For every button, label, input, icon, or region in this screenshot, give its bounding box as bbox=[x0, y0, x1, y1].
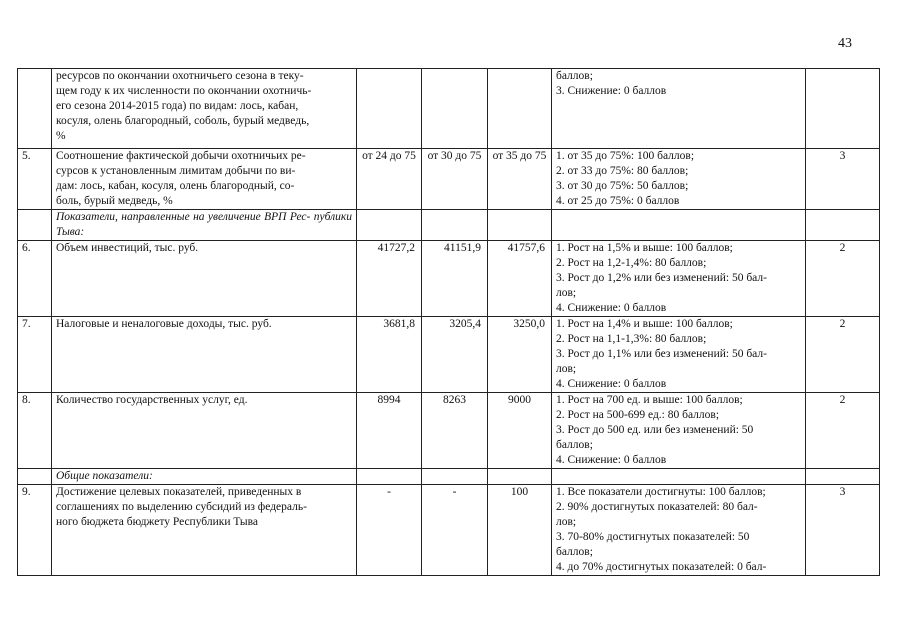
criteria-line: 3. Рост до 1,1% или без изменений: 50 бал- bbox=[556, 348, 767, 360]
indicators-table bbox=[17, 68, 880, 576]
table-row bbox=[18, 485, 880, 576]
weight: 2 bbox=[806, 317, 880, 393]
row-number bbox=[18, 469, 52, 485]
weight: 3 bbox=[806, 485, 880, 576]
criteria-line: лов; bbox=[556, 516, 577, 528]
indicator-name bbox=[52, 241, 357, 317]
criteria-line: 4. Снижение: 0 баллов bbox=[556, 378, 667, 390]
indicator-name bbox=[52, 149, 357, 210]
criteria-line: баллов; bbox=[556, 439, 593, 451]
value-2: от 30 до 75 bbox=[422, 149, 488, 210]
criteria-line: 1. Все показатели достигнуты: 100 баллов; bbox=[556, 486, 766, 498]
indicator-name-line: боль, бурый медведь, % bbox=[56, 195, 173, 207]
row-number: 6. bbox=[18, 241, 52, 317]
criteria-line: 3. Снижение: 0 баллов bbox=[556, 85, 667, 97]
section-row bbox=[18, 469, 880, 485]
value-3: 9000 bbox=[488, 393, 552, 469]
value-2: - bbox=[422, 485, 488, 576]
indicator-name-line: Соотношение фактической добычи охотничьих ре- bbox=[56, 150, 306, 162]
value-3: 3250,0 bbox=[488, 317, 552, 393]
indicator-name bbox=[52, 393, 357, 469]
section-title: Общие показатели: bbox=[52, 469, 357, 485]
row-number bbox=[18, 69, 52, 149]
criteria-line: 1. Рост на 700 ед. и выше: 100 баллов; bbox=[556, 394, 743, 406]
row-number bbox=[18, 210, 52, 241]
criteria-line: 2. от 33 до 75%: 80 баллов; bbox=[556, 165, 689, 177]
row-number: 7. bbox=[18, 317, 52, 393]
indicator-name-line: ресурсов по окончании охотничьего сезона в теку- bbox=[56, 70, 304, 82]
indicator-name-line: Налоговые и неналоговые доходы, тыс. руб. bbox=[56, 318, 272, 330]
value-2: 41151,9 bbox=[422, 241, 488, 317]
indicator-name-line: соглашениях по выделению субсидий из федераль- bbox=[56, 501, 307, 513]
indicator-name-line: сурсов к установленным лимитам добычи по ви- bbox=[56, 165, 296, 177]
weight: 3 bbox=[806, 149, 880, 210]
section-row bbox=[18, 210, 880, 241]
criteria bbox=[552, 149, 806, 210]
indicator-name bbox=[52, 69, 357, 149]
weight bbox=[806, 69, 880, 149]
criteria bbox=[552, 69, 806, 149]
value-3 bbox=[488, 69, 552, 149]
table-row bbox=[18, 317, 880, 393]
indicator-name-line: щем году к их численности по окончании охотничь- bbox=[56, 85, 312, 97]
weight: 2 bbox=[806, 393, 880, 469]
criteria-line: 2. Рост на 1,1-1,3%: 80 баллов; bbox=[556, 333, 707, 345]
criteria-line: 4. до 70% достигнутых показателей: 0 бал- bbox=[556, 561, 767, 573]
value-1 bbox=[357, 69, 422, 149]
indicator-name-line: Количество государственных услуг, ед. bbox=[56, 394, 248, 406]
criteria bbox=[552, 317, 806, 393]
criteria-line: 2. Рост на 1,2-1,4%: 80 баллов; bbox=[556, 257, 707, 269]
indicator-name-line: Объем инвестиций, тыс. руб. bbox=[56, 242, 199, 254]
criteria-line: 3. 70-80% достигнутых показателей: 50 bbox=[556, 531, 750, 543]
value-1: 41727,2 bbox=[357, 241, 422, 317]
value-3: от 35 до 75 bbox=[488, 149, 552, 210]
row-number: 5. bbox=[18, 149, 52, 210]
indicator-name-line: Достижение целевых показателей, приведенных в bbox=[56, 486, 302, 498]
criteria bbox=[552, 241, 806, 317]
indicator-name-line: косуля, олень благородный, соболь, бурый медведь, bbox=[56, 115, 310, 127]
table-row bbox=[18, 241, 880, 317]
indicator-name-line: его сезона 2014-2015 года) по видам: лось, кабан, bbox=[56, 100, 299, 112]
value-1: 3681,8 bbox=[357, 317, 422, 393]
criteria-line: 1. Рост на 1,4% и выше: 100 баллов; bbox=[556, 318, 733, 330]
criteria-line: лов; bbox=[556, 287, 577, 299]
criteria-line: 4. Снижение: 0 баллов bbox=[556, 302, 667, 314]
table-row bbox=[18, 69, 880, 149]
indicator-name-line: % bbox=[56, 130, 66, 142]
value-3: 41757,6 bbox=[488, 241, 552, 317]
row-number: 9. bbox=[18, 485, 52, 576]
section-title: Показатели, направленные на увеличение ВРП Рес- публики Тыва: bbox=[52, 210, 357, 241]
row-number: 8. bbox=[18, 393, 52, 469]
criteria-line: 3. Рост до 1,2% или без изменений: 50 бал- bbox=[556, 272, 767, 284]
criteria-line: баллов; bbox=[556, 546, 593, 558]
table-row bbox=[18, 149, 880, 210]
value-1: 8994 bbox=[357, 393, 422, 469]
value-1: - bbox=[357, 485, 422, 576]
criteria-line: 3. от 30 до 75%: 50 баллов; bbox=[556, 180, 689, 192]
weight: 2 bbox=[806, 241, 880, 317]
table-row bbox=[18, 393, 880, 469]
indicator-name-line: ного бюджета бюджету Республики Тыва bbox=[56, 516, 258, 528]
criteria-line: 1. от 35 до 75%: 100 баллов; bbox=[556, 150, 695, 162]
page-number: 43 bbox=[838, 36, 852, 51]
criteria-line: 2. 90% достигнутых показателей: 80 бал- bbox=[556, 501, 758, 513]
criteria-line: 1. Рост на 1,5% и выше: 100 баллов; bbox=[556, 242, 733, 254]
criteria-line: 3. Рост до 500 ед. или без изменений: 50 bbox=[556, 424, 754, 436]
indicator-name-line: дам: лось, кабан, косуля, олень благородный, со- bbox=[56, 180, 295, 192]
criteria-line: 4. Снижение: 0 баллов bbox=[556, 454, 667, 466]
indicator-name bbox=[52, 317, 357, 393]
criteria-line: баллов; bbox=[556, 70, 593, 82]
value-2 bbox=[422, 69, 488, 149]
criteria-line: лов; bbox=[556, 363, 577, 375]
criteria-line: 4. от 25 до 75%: 0 баллов bbox=[556, 195, 680, 207]
criteria-line: 2. Рост на 500-699 ед.: 80 баллов; bbox=[556, 409, 720, 421]
criteria bbox=[552, 393, 806, 469]
value-2: 3205,4 bbox=[422, 317, 488, 393]
indicator-name bbox=[52, 485, 357, 576]
criteria bbox=[552, 485, 806, 576]
value-1: от 24 до 75 bbox=[357, 149, 422, 210]
value-2: 8263 bbox=[422, 393, 488, 469]
value-3: 100 bbox=[488, 485, 552, 576]
